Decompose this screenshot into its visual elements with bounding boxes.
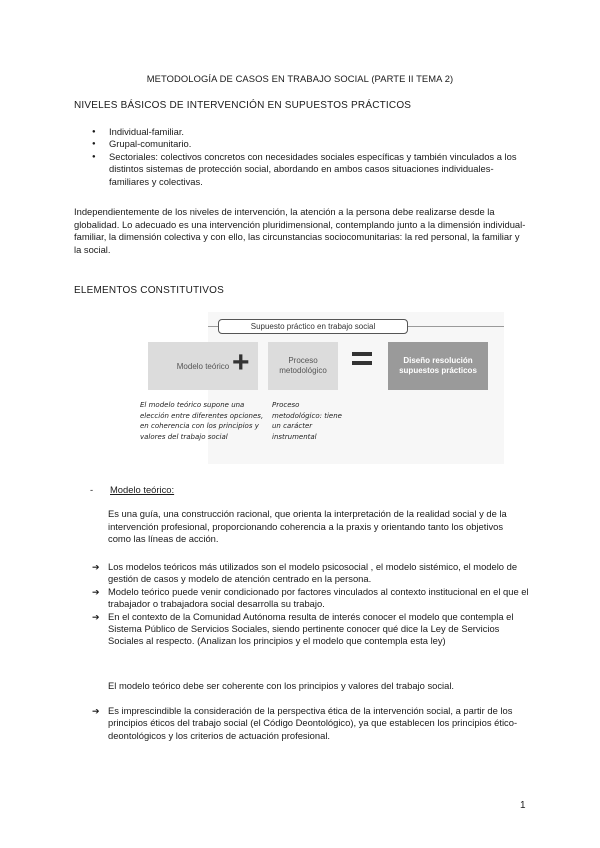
- elements-diagram: [140, 312, 504, 464]
- intro-paragraph: Independientemente de los niveles de intervención, la atención a la persona debe realizarse desde la globalidad. Lo adecuado es una intervención pluridimensional, contemplando junto a la dimensión individual-familiar, la dimensión colectiva y con ello, las circunstancias sociocomunitarias: la red personal, la familiar y la social.: [74, 206, 526, 255]
- plus-icon: +: [232, 346, 250, 379]
- result-box: Diseño resolución supuestos prácticos: [388, 342, 488, 390]
- process-box: Proceso metodológico: [268, 342, 338, 390]
- model-item-label: Modelo teórico:: [110, 484, 175, 495]
- list-item: ● Sectoriales: colectivos concretos con necesidades sociales específicas y también vinculados a los distintos sistemas de protección social, abordando en ambos casos situaciones individuales-familiares y colectivas.: [92, 151, 532, 188]
- process-handwritten-note: Proceso metodológico: tiene un carácter instrumental: [272, 401, 342, 441]
- list-item: ➔ En el contexto de la Comunidad Autónoma resulta de interés conocer el modelo que contempla el Sistema Público de Servicios Sociales, siendo pertinente conocer qué dice la Ley de Servicios Sociales al respecto. (Analizan los principios y el modelo que contempla esta ley): [92, 611, 532, 648]
- equals-icon: [352, 352, 372, 366]
- list-item: ➔ Modelo teórico puede venir condicionado por factores vinculados al contexto institucional en el que el trabajador o trabajadora social desarrolla su trabajo.: [92, 586, 532, 611]
- section-heading-elements: ELEMENTOS CONSTITUTIVOS: [74, 285, 224, 296]
- model-definition: Es una guía, una construcción racional, que orienta la interpretación de la realidad social y de la intervención profesional, proporcionando coherencia a la praxis y orientando tanto los objetivos como las líneas de acción.: [108, 508, 507, 545]
- list-item: ● Individual-familiar.: [92, 126, 532, 138]
- diagram-header: Supuesto práctico en trabajo social: [218, 319, 408, 334]
- ethics-list: [92, 705, 532, 742]
- dash-marker: -: [90, 484, 94, 495]
- levels-list: [92, 126, 532, 188]
- coherence-statement: El modelo teórico debe ser coherente con los principios y valores del trabajo social.: [108, 680, 455, 691]
- list-item: ➔ Los modelos teóricos más utilizados son el modelo psicosocial , el modelo sistémico, el modelo de gestión de casos y modelo de atención centrado en la persona.: [92, 561, 532, 586]
- page-number: 1: [520, 800, 526, 811]
- model-box: Modelo teórico: [148, 342, 258, 390]
- page-title: METODOLOGÍA DE CASOS EN TRABAJO SOCIAL (PARTE II TEMA 2): [146, 73, 454, 84]
- section-heading-levels: NIVELES BÁSICOS DE INTERVENCIÓN EN SUPUESTOS PRÁCTICOS: [74, 100, 412, 111]
- list-item: ➔ Es imprescindible la consideración de la perspectiva ética de la intervención social, a partir de los principios éticos del trabajo social (el Código Deontológico), ya que establecen los principios ético-deontológicos y los criterios de actuación profesional.: [92, 705, 532, 742]
- model-handwritten-note: El modelo teórico supone una elección entre diferentes opciones, en coherencia con los principios y valores del trabajo social: [140, 401, 264, 441]
- list-item: ● Grupal-comunitario.: [92, 138, 532, 150]
- model-points-list: [92, 561, 532, 648]
